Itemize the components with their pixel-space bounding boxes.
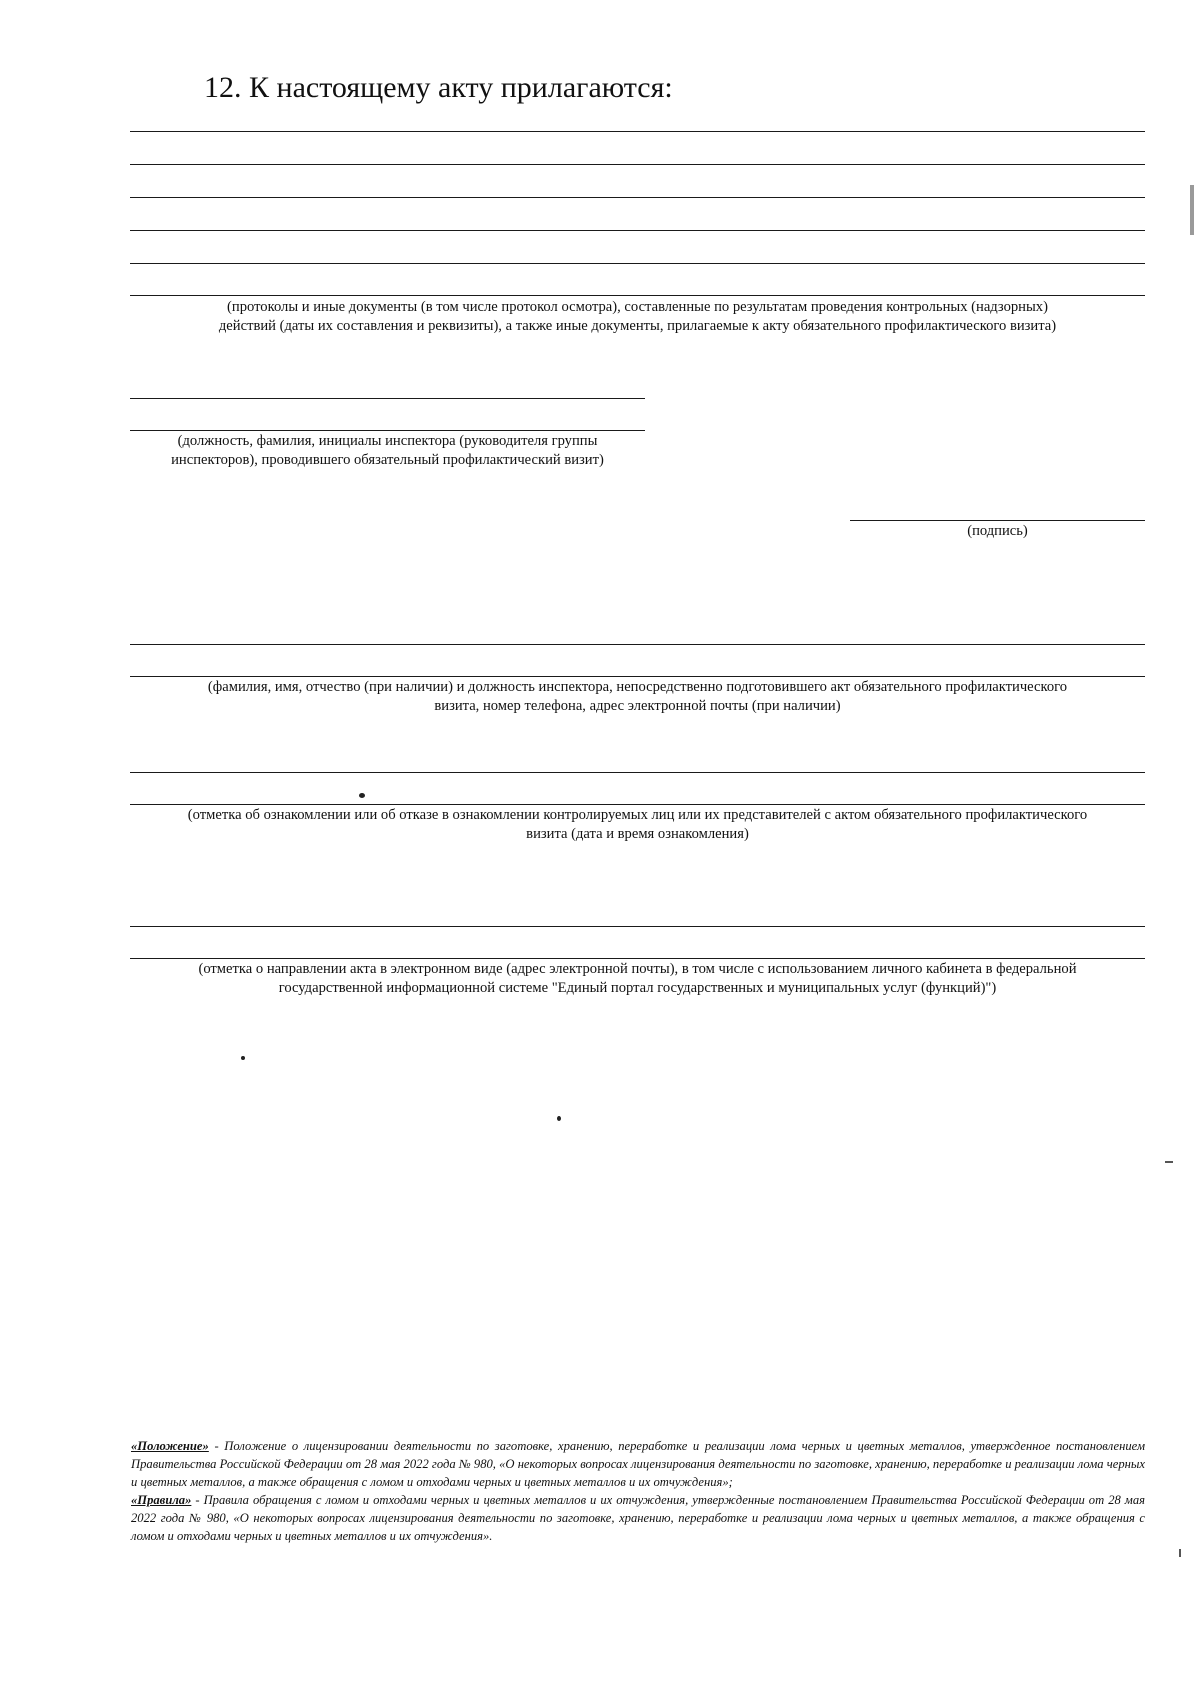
- acquaintance-caption-line: (отметка об ознакомлении или об отказе в ознакомлении контролируемых лиц или их представителей с актом обязательного профилактического: [187, 807, 1088, 823]
- electronic-caption-line: (отметка о направлении акта в электронном виде (адрес электронной почты), в том числе с использованием личного кабинета в федеральной: [198, 961, 1077, 977]
- scan-speck: [241, 1056, 245, 1060]
- inspector-caption: [130, 432, 645, 470]
- scan-speck: [359, 793, 365, 798]
- signature-line: [850, 520, 1145, 521]
- electronic-caption: [130, 960, 1145, 998]
- footnote-item: [131, 1491, 1145, 1545]
- electronic-line: [130, 926, 1145, 927]
- preparer-caption-line: (фамилия, имя, отчество (при наличии) и должность инспектора, непосредственно подготовившего акт обязательного профилактического: [207, 679, 1068, 695]
- inspector-caption-line: инспекторов), проводившего обязательный профилактический визит): [171, 452, 604, 468]
- scan-edge-mark: [1165, 1161, 1173, 1163]
- preparer-caption-line: визита, номер телефона, адрес электронной почты (при наличии): [434, 698, 841, 714]
- section-heading: 12. К настоящему акту прилагаются:: [204, 71, 673, 104]
- attachments-line: [130, 164, 1145, 165]
- electronic-line: [130, 958, 1145, 959]
- footnotes: [131, 1437, 1145, 1545]
- attachments-line: [130, 197, 1145, 198]
- footnote-item: [131, 1437, 1145, 1491]
- preparer-line: [130, 676, 1145, 677]
- acquaintance-caption: [130, 806, 1145, 844]
- acquaintance-caption-line: визита (дата и время ознакомления): [526, 826, 749, 842]
- attachments-line: [130, 230, 1145, 231]
- preparer-caption: [130, 678, 1145, 716]
- inspector-line: [130, 430, 645, 431]
- footnote-text: - Положение о лицензировании деятельности по заготовке, хранению, переработке и реализации лома черных и цветных металлов, утвержденное постановлением Правительства Российской Федерации от 28 мая 2022 года № 980, «О некоторых вопросах лицензирования деятельности по заготовке, хранению, переработке и реализации лома черных и цветных металлов, а также обращения с ломом и отходами черных и цветных металлов и их отчуждения»;: [131, 1439, 1145, 1489]
- footnote-term: «Правила»: [131, 1493, 192, 1507]
- electronic-caption-line: государственной информационной системе "Единый портал государственных и муниципальных услуг (функций)"): [278, 980, 997, 996]
- attachments-caption-line: (протоколы и иные документы (в том числе протокол осмотра), составленные по результатам проведения контрольных (надзорных): [227, 299, 1048, 315]
- scan-speck: [557, 1116, 561, 1121]
- attachments-line: [130, 263, 1145, 264]
- inspector-caption-line: (должность, фамилия, инициалы инспектора (руководителя группы: [177, 433, 598, 449]
- attachments-caption: [130, 298, 1145, 336]
- footnote-text: - Правила обращения с ломом и отходами черных и цветных металлов и их отчуждения, утвержденные постановлением Правительства Российской Федерации от 28 мая 2022 года № 980, «О некоторых вопросах лицензирования деятельности по заготовке, хранению, переработке и реализации лома черных и цветных металлов, а также обращения с ломом и отходами черных и цветных металлов и их отчуждения».: [131, 1493, 1145, 1543]
- inspector-line: [130, 398, 645, 399]
- attachments-line: [130, 295, 1145, 296]
- footnote-term: «Положение»: [131, 1439, 209, 1453]
- acquaintance-line: [130, 804, 1145, 805]
- acquaintance-line: [130, 772, 1145, 773]
- scan-edge-mark: [1190, 185, 1194, 235]
- attachments-caption-line: действий (даты их составления и реквизиты), а также иные документы, прилагаемые к акту обязательного профилактического визита): [218, 318, 1057, 334]
- signature-caption: (подпись): [967, 523, 1028, 539]
- scan-edge-mark: [1179, 1549, 1181, 1557]
- attachments-line: [130, 131, 1145, 132]
- preparer-line: [130, 644, 1145, 645]
